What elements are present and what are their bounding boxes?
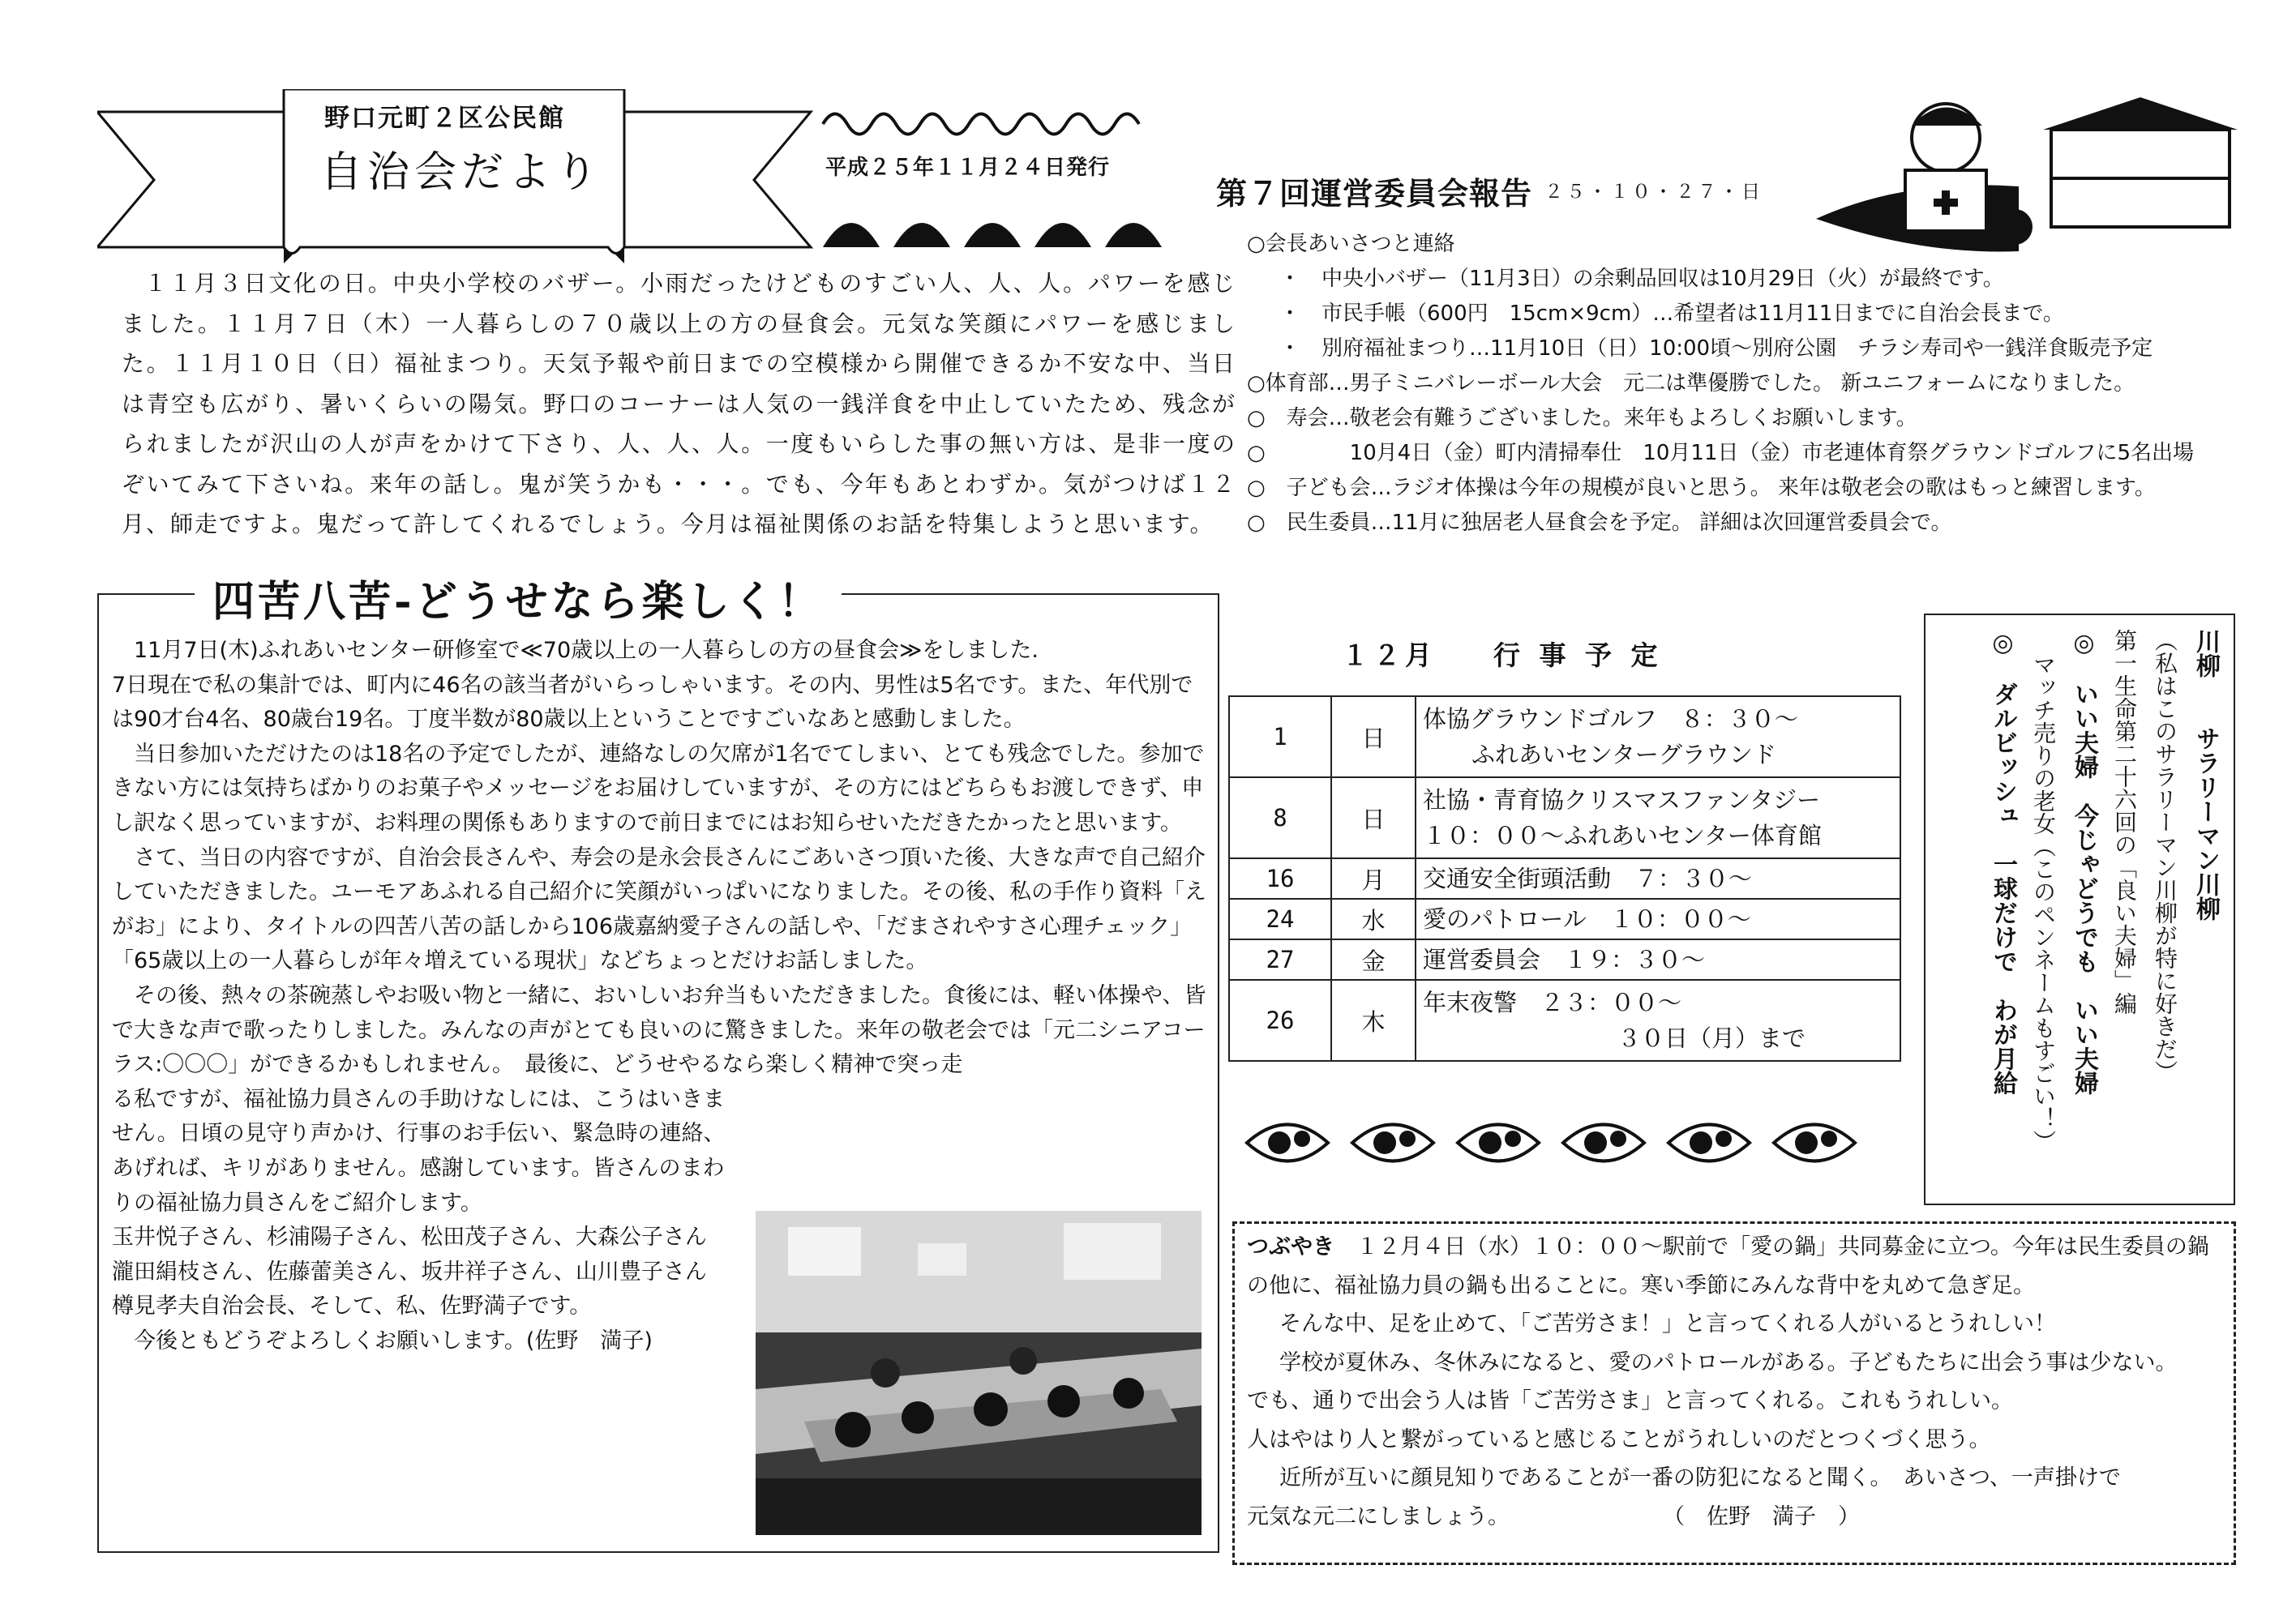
intro-paragraph: １１月３日文化の日。中央小学校のバザー。小雨だったけどものすごい人、人、人。パワーを感じました。１１月７日（木）一人暮らしの７０歳以上の方の昼食会。元気な笑顔にパワーを感じました。１１月１０日（日）福祉まつり。天気予報や前日までの空模様から開催できるか不安な中、当日は青空も広がり、暑いくらいの陽気。野口のコーナーは人気の一銭洋食を中止していたため、残念がられましたが沢山の人が声をかけて下さり、人、人、人。一度もいらした事の無い方は、是非一度のぞいてみて下さいね。来年の話し。鬼が笑うかも・・・。でも、今年もあとわずか。気がつけば１２月、師走ですよ。鬼だって許してくれるでしょう。今月は福祉関係のお話を特集しようと思います。 <box>122 270 1236 537</box>
event-line: 体協グラウンドゴルフ ８：３０～ <box>1423 705 1798 733</box>
article-paragraph: る私ですが、福祉協力員さんの手助けなしには、こうはいきません。日頃の見守り声かけ、行事のお手伝い、緊急時の連絡、あげれば、キリがありません。感謝しています。皆さんのまわりの福祉協力員さんをご紹介します。 <box>112 1086 726 1216</box>
tsubuyaki-paragraph: 人はやはり人と繋がっていると感じることがうれしいのだとつくづく思う。 <box>1247 1426 1991 1452</box>
article-closing: 今後ともどうぞよろしくお願いします。(佐野 満子) <box>134 1328 653 1354</box>
weekday-cell: 金 <box>1331 939 1416 980</box>
day-cell: 1 <box>1229 696 1331 777</box>
table-row <box>1229 858 1900 899</box>
org-name: 野口元町２区公民館 <box>324 104 565 133</box>
weekday-cell: 日 <box>1331 696 1416 777</box>
tsubuyaki-paragraph: 元気な元二にしましょう。 （ 佐野 満子 ） <box>1247 1503 1860 1529</box>
schedule-heading: 行 事 予 定 <box>1493 639 1663 671</box>
event-line: ふれあいセンターグラウンド <box>1471 741 1776 768</box>
chestnut-decoration-icon <box>819 199 1176 255</box>
senryu-source: 第一生命第二十六回の「良い夫婦」編 <box>2111 629 2138 1015</box>
report-date: ２５・１０・２７・日 <box>1544 182 1763 203</box>
volunteer-names: 瀧田絹枝さん、佐藤蕾美さん、坂井祥子さん、山川豊子さん <box>112 1259 707 1285</box>
issue-date: 平成２５年１１月２４日発行 <box>825 156 1111 180</box>
senryu-column <box>1934 629 2225 1196</box>
volunteer-names: 樽見孝夫自治会長、そして、私、佐野満子です。 <box>112 1294 592 1319</box>
tsubuyaki-paragraph: 学校が夏休み、冬休みになると、愛のパトロールがある。子どもたちに出会う事は少ない。 <box>1279 1349 2178 1375</box>
decorative-border-icon <box>819 104 1159 136</box>
report-item: ○ 寿会…敬老会有難うございました。来年もよろしくお願いします。 <box>1247 406 1917 430</box>
volunteer-names: 玉井悦子さん、杉浦陽子さん、松田茂子さん、大森公子さん <box>112 1225 707 1251</box>
event-cell: 愛のパトロール １０：００～ <box>1416 899 1900 939</box>
event-cell <box>1416 696 1900 777</box>
report-list <box>1247 227 2260 541</box>
report-item: ○会長あいさつと連絡 <box>1247 232 1455 256</box>
lunch-event-photo <box>756 1211 1202 1535</box>
day-cell: 24 <box>1229 899 1331 939</box>
report-item: ・ 市民手帳（600円 15cm×9cm）…希望者は11月11日までに自治会長まで。 <box>1279 302 2064 326</box>
schedule-month: １２月 <box>1342 639 1437 671</box>
report-item: ○ 10月4日（金）町内清掃奉仕 10月11日（金）市老連体育祭グラウンドゴルフに5名出場 <box>1247 441 2194 465</box>
tsubuyaki-label: つぶやき <box>1247 1234 1334 1259</box>
weekday-cell: 水 <box>1331 899 1416 939</box>
tsubuyaki-paragraph: そんな中、足を止めて、「ご苦労さま！」と言ってくれる人がいるとうれしい！ <box>1279 1311 2056 1336</box>
table-row <box>1229 777 1900 858</box>
article-paragraph: 当日参加いただけたのは18名の予定でしたが、連絡なしの欠席が1名でてしまい、とても残念でした。参加できない方には気持ちばかりのお菓子やメッセージをお届けしていますが、その方にはどちらもお渡しできず、申し訳なく思っていますが、お料理の関係もありますので前日までにはお知らせいただきたかったと思います。 <box>112 741 1205 836</box>
report-item: ・ 中央小バザー（11月3日）の余剰品回収は10月29日（火）が最終です。 <box>1279 267 2004 291</box>
article-paragraph: その後、熱々の茶碗蒸しやお吸い物と一緒に、おいしいお弁当もいただきました。食後には、軽い体操や、皆で大きな声で歌ったりしました。みんなの声がとても良いのに驚きました。来年の敬老会では「元二シニアコーラス:〇〇〇」ができるかもしれません。 最後に、どうせやるなら楽しく精神で突っ走 <box>112 982 1206 1078</box>
newsletter-title: 自治会だより <box>320 148 603 197</box>
table-row <box>1229 696 1900 777</box>
day-cell: 26 <box>1229 980 1331 1061</box>
tsubuyaki-body <box>1247 1228 2228 1536</box>
senryu-penname: マッチ売りの老女（このペンネームもすごい！） <box>2030 653 2057 1153</box>
report-item: ○体育部…男子ミニバレーボール大会 元二は準優勝でした。 新ユニフォームになりました。 <box>1247 371 2135 396</box>
weekday-cell: 木 <box>1331 980 1416 1061</box>
senryu-verse: ◎ ダルビッシュ 一球だけで わが月給 <box>1989 629 2017 1095</box>
report-title: 第７回運営委員会報告 <box>1216 175 1533 212</box>
tsubuyaki-paragraph: １２月４日（水）１０：００～駅前で「愛の鍋」共同募金に立つ。今年は民生委員の鍋の他に、福祉協力員の鍋も出ることに。寒い季節にみんな背中を丸めて急ぎ足。 <box>1247 1234 2209 1298</box>
report-item: ○ 子ども会…ラジオ体操は今年の規模が良いと思う。 来年は敬老会の歌はもっと練習します。 <box>1247 476 2156 500</box>
tsubuyaki-paragraph: でも、通りで出会う人は皆「ご苦労さま」と言ってくれる。これもうれしい。 <box>1247 1388 2013 1413</box>
report-item: ○ 民生委員…11月に独居老人昼食会を予定。 詳細は次回運営委員会で。 <box>1247 511 1952 535</box>
table-row <box>1229 939 1900 980</box>
schedule-title <box>1342 635 1662 673</box>
article-paragraph: さて、当日の内容ですが、自治会長さんや、寿会の是永会長さんにごあいさつ頂いた後、大きな声で自己紹介していただきました。ユーモアあふれる自己紹介に笑顔がいっぱいになりました。その後、私の手作り資料「えがお」により、タイトルの四苦八苦の話しから106歳嘉納愛子さんの話しや、「だまされやすさ心理チェック」「65歳以上の一人暮らしが年々増えている現状」などちょっとだけお話しました。 <box>112 845 1206 974</box>
article-paragraph: 7日現在で私の集計では、町内に46名の該当者がいらっしゃいます。その内、男性は5名です。また、年代別では90才台4名、80歳台19名。丁度半数が80歳以上ということですごいなあと感動しました。 <box>112 672 1193 733</box>
event-line: 年末夜警 ２３：００～ <box>1423 989 1682 1016</box>
day-cell: 27 <box>1229 939 1331 980</box>
event-line: １０：００～ふれあいセンター体育館 <box>1423 822 1822 849</box>
schedule-table <box>1228 695 1901 1062</box>
weekday-cell: 日 <box>1331 777 1416 858</box>
event-cell <box>1416 980 1900 1061</box>
article-paragraph: 11月7日(木)ふれあいセンター研修室で≪70歳以上の一人暮らしの方の昼食会≫をしました. <box>134 638 1039 663</box>
cushion-decoration-icon <box>1239 1106 1887 1179</box>
event-line: ３０日（月）まで <box>1617 1024 1806 1052</box>
senryu-heading: 川柳 サラリーマン川柳 <box>2191 629 2220 921</box>
event-cell: 交通安全街頭活動 ７：３０～ <box>1416 858 1900 899</box>
event-line: 社協・青育協クリスマスファンタジー <box>1423 786 1821 814</box>
article-title: 四苦八苦‐どうせなら楽しく！ <box>195 567 842 628</box>
senryu-verse: ◎ いい夫婦 今じゃどうでも いい夫婦 <box>2070 629 2098 1095</box>
table-row <box>1229 899 1900 939</box>
event-cell <box>1416 777 1900 858</box>
day-cell: 16 <box>1229 858 1331 899</box>
tsubuyaki-paragraph: 近所が互いに顔見知りであることが一番の防犯になると聞く。 あいさつ、一声掛けで <box>1279 1465 2121 1490</box>
event-cell: 運営委員会 １９：３０～ <box>1416 939 1900 980</box>
table-row <box>1229 980 1900 1061</box>
report-item: ・ 別府福祉まつり…11月10日（日）10:00頃～別府公園 チラシ寿司や一銭洋食販売予定 <box>1279 336 2153 361</box>
weekday-cell: 月 <box>1331 858 1416 899</box>
day-cell: 8 <box>1229 777 1331 858</box>
senryu-note: （私はこのサラリーマン川柳が特に好きだ） <box>2152 629 2178 1083</box>
